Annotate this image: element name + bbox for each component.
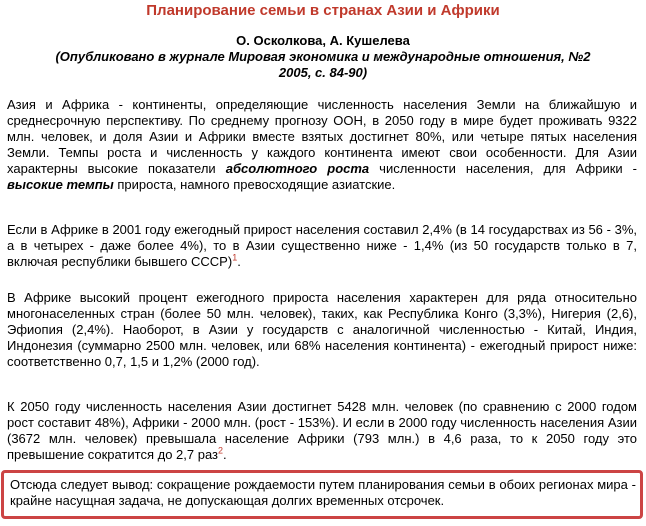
paragraph-text: численности населения, для Африки - (369, 161, 638, 176)
article-authors: О. Осколкова, А. Кушелева (236, 33, 410, 48)
paragraph-africa-countries: В Африке высокий процент ежегодного прироста населения характерен для ряда относительно многонаселенных стран (более 50 млн. человек), таких, как Республика Конго (3,3%), Нигерия (2,6), Эфиопия (2,4%). Наоборот, в Азии у государств с аналогичной численностью - Китай, Индия, Индонезия (суммарно 2500 млн. человек, или 68% населения континента) - ежегодный прирост ниже: соответственно 0,7, 1,5 и 1,2% (2000 год). (7, 290, 637, 369)
emphasis-high-rates: высокие темпы (7, 177, 114, 192)
paragraph-growth-rates (7, 222, 637, 270)
emphasis-absolute-growth: абсолютного роста (225, 161, 370, 176)
conclusion-box (1, 470, 643, 519)
paragraph-2050-forecast (7, 399, 637, 463)
publication-line-2: 2005, с. 84-90) (278, 65, 368, 80)
conclusion-text: Отсюда следует вывод: сокращение рождаемости путем планирования семьи в обоих регионах мира - крайне насущная задача, не допускающая долгих временных отсрочек. (10, 477, 636, 508)
publication-info (10, 49, 636, 81)
paragraph-continents (7, 97, 637, 193)
paragraph-tail: . (237, 254, 241, 269)
paragraph-text: прироста, намного превосходящие азиатские. (113, 177, 396, 192)
paragraph-text: Азия и Африка - континенты, определяющие численность населения Земли на ближайшую и среднесрочную перспективу. По среднему прогнозу ООН, в 2050 году в мире будет проживать 9322 млн. человек, и доля Азии и Африки вместе взятых достигнет 80%, или четыре пятых населения Земли. Темпы роста и численность у каждого континента имеют свои особенности. Для Азии характерны высокие показатели (7, 97, 637, 176)
footnote-ref-2[interactable]: 2 (218, 445, 224, 456)
paragraph-text: Если в Африке в 2001 году ежегодный прирост населения составил 2,4% (в 14 государствах из 56 - 3%, а в четырех - даже более 4%), то в Азии существенно ниже - 1,4% (из 50 государств только в 7, включая республики бывшего СССР) (7, 222, 637, 269)
paragraph-tail: . (223, 447, 227, 462)
paragraph-text: К 2050 году численность населения Азии достигнет 5428 млн. человек (по сравнению с 2000 годом рост составит 48%), Африки - 2000 млн. (рост - 153%). И если в 2000 году численность населения Азии (3672 млн. человек) превышала население Африки (793 млн.) в 4,6 раза, то к 2050 году это превышение сократится до 2,7 раз (7, 399, 637, 462)
article-title: Планирование семьи в странах Азии и Африки (146, 2, 500, 19)
footnote-ref-1[interactable]: 1 (232, 252, 238, 263)
publication-line-1: (Опубликовано в журнале Мировая экономика и международные отношения, №2 (55, 49, 591, 64)
